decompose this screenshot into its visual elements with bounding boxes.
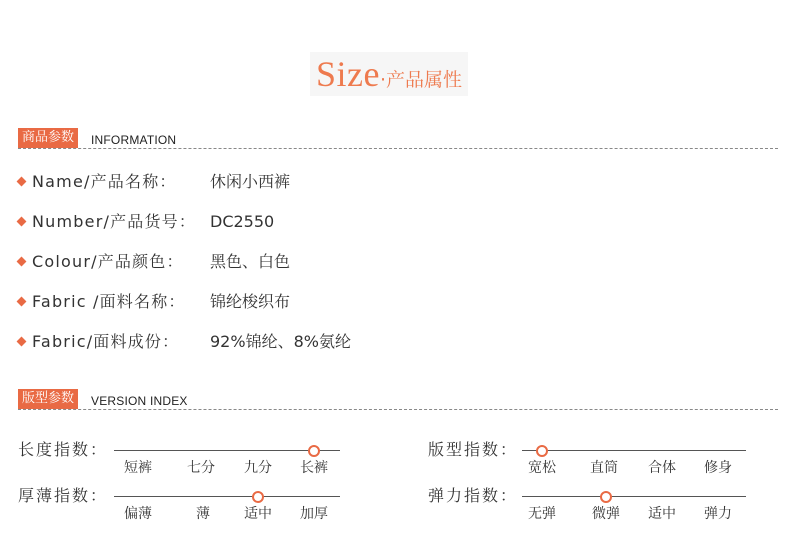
attribute-row-number [18,208,518,236]
attribute-label: Colour/产品颜色： [32,252,184,271]
attribute-label: Fabric /面料名称： [32,292,186,311]
attribute-label: Number/产品货号： [32,212,197,231]
section-header-information [18,128,778,150]
diamond-bullet-icon [17,297,27,307]
attribute-label: Fabric/面料成份： [32,332,180,351]
scale-length [18,440,348,490]
scale-option: 无弹 [528,506,556,522]
section-subtitle-information: INFORMATION [91,133,177,147]
scale-option: 短裤 [124,460,152,476]
scale-marker-icon [536,445,548,457]
section-header-version-index [18,389,778,411]
attribute-label: Name/产品名称： [32,172,177,191]
scale-option: 弹力 [704,506,732,522]
section-divider [18,409,778,410]
section-tag-fit-params: 版型参数 [18,389,78,409]
scale-marker-icon [600,491,612,503]
title-chinese: ·产品属性 [379,69,463,91]
section-divider [18,148,778,149]
scale-track [114,496,340,497]
scale-option: 长裤 [300,460,328,476]
scale-label: 版型指数： [428,440,519,459]
attribute-row-fabric-name [18,288,518,316]
scale-option: 合体 [648,460,676,476]
attribute-row-name [18,168,518,196]
scale-track [114,450,340,451]
scale-option: 微弹 [592,506,620,522]
scale-label: 厚薄指数： [18,486,109,505]
scale-label: 长度指数： [18,440,109,459]
attribute-value: 92%锦纶、8%氨纶 [210,332,351,351]
title-english: Size [316,54,380,94]
attribute-value: 锦纶梭织布 [210,292,291,311]
section-tag-product-params: 商品参数 [18,128,78,148]
page-title [310,52,468,96]
scale-option: 直筒 [590,460,618,476]
scale-option: 适中 [648,506,676,522]
scale-option: 加厚 [300,506,328,522]
scale-label: 弹力指数： [428,486,519,505]
attribute-row-colour [18,248,518,276]
scale-option: 修身 [704,460,732,476]
diamond-bullet-icon [17,257,27,267]
scale-option: 七分 [187,460,215,476]
scale-elasticity [428,486,758,536]
diamond-bullet-icon [17,337,27,347]
attribute-value: 休闲小西裤 [210,172,291,191]
diamond-bullet-icon [17,177,27,187]
scale-marker-icon [252,491,264,503]
scale-option: 适中 [244,506,272,522]
attribute-row-fabric-composition [18,328,518,356]
scale-option: 偏薄 [124,506,152,522]
scale-option: 九分 [244,460,272,476]
scale-option: 薄 [196,506,210,522]
scale-fit [428,440,758,490]
scale-thickness [18,486,348,536]
attribute-value: DC2550 [210,212,275,231]
scale-marker-icon [308,445,320,457]
scale-track [522,496,746,497]
diamond-bullet-icon [17,217,27,227]
scale-option: 宽松 [528,460,556,476]
section-subtitle-version-index: VERSION INDEX [91,394,188,408]
scale-track [522,450,746,451]
attribute-value: 黑色、白色 [210,252,291,271]
